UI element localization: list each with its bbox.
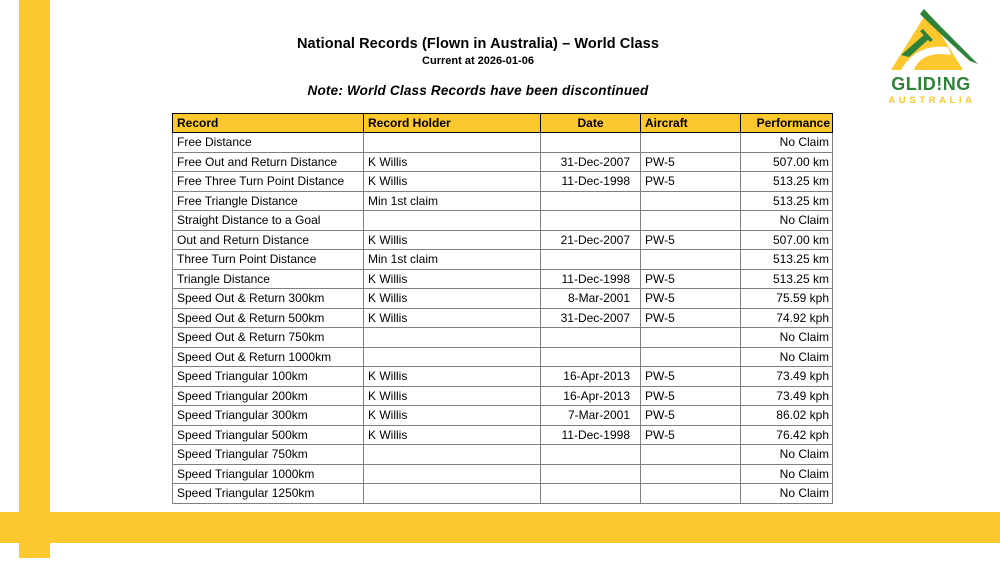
- column-header-holder: Record Holder: [364, 114, 541, 133]
- cell-performance: No Claim: [741, 347, 833, 367]
- cell-record: Speed Triangular 200km: [173, 386, 364, 406]
- table-row: [173, 289, 833, 309]
- page-subtitle: Current at 2026-01-06: [422, 55, 534, 67]
- cell-date: 11-Dec-1998: [541, 172, 641, 192]
- cell-performance: 76.42 kph: [741, 425, 833, 445]
- table-row: [173, 328, 833, 348]
- page-title: National Records (Flown in Australia) – World Class: [296, 36, 660, 52]
- cell-aircraft: PW-5: [641, 308, 741, 328]
- cell-date: 16-Apr-2013: [541, 367, 641, 387]
- glider-triangle-icon: [867, 6, 995, 74]
- cell-performance: No Claim: [741, 464, 833, 484]
- cell-date: [541, 250, 641, 270]
- cell-holder: [364, 133, 541, 153]
- table-row: [173, 406, 833, 426]
- cell-performance: No Claim: [741, 484, 833, 504]
- cell-record: Speed Out & Return 500km: [173, 308, 364, 328]
- cell-date: [541, 484, 641, 504]
- cell-holder: K Willis: [364, 269, 541, 289]
- cell-record: Speed Triangular 1000km: [173, 464, 364, 484]
- table-row: [173, 367, 833, 387]
- cell-performance: No Claim: [741, 445, 833, 465]
- column-header-performance: Performance: [741, 114, 833, 133]
- cell-performance: 74.92 kph: [741, 308, 833, 328]
- records-table: [172, 113, 833, 504]
- cell-date: [541, 191, 641, 211]
- cell-performance: 513.25 km: [741, 269, 833, 289]
- cell-holder: K Willis: [364, 406, 541, 426]
- records-table-body: [173, 133, 833, 504]
- table-row: [173, 250, 833, 270]
- records-table-container: [172, 113, 832, 504]
- cell-record: Speed Triangular 750km: [173, 445, 364, 465]
- cell-record: Speed Triangular 500km: [173, 425, 364, 445]
- cell-performance: 73.49 kph: [741, 386, 833, 406]
- cell-aircraft: PW-5: [641, 386, 741, 406]
- cell-aircraft: PW-5: [641, 425, 741, 445]
- cell-aircraft: [641, 445, 741, 465]
- cell-aircraft: PW-5: [641, 269, 741, 289]
- cell-performance: No Claim: [741, 328, 833, 348]
- cell-date: 16-Apr-2013: [541, 386, 641, 406]
- cell-holder: K Willis: [364, 386, 541, 406]
- cell-date: 11-Dec-1998: [541, 425, 641, 445]
- cell-record: Free Distance: [173, 133, 364, 153]
- table-row: [173, 386, 833, 406]
- table-row: [173, 133, 833, 153]
- cell-record: Speed Out & Return 750km: [173, 328, 364, 348]
- cell-holder: [364, 445, 541, 465]
- cell-holder: Min 1st claim: [364, 191, 541, 211]
- column-header-aircraft: Aircraft: [641, 114, 741, 133]
- table-row: [173, 172, 833, 192]
- cell-performance: 73.49 kph: [741, 367, 833, 387]
- cell-holder: [364, 347, 541, 367]
- cell-aircraft: [641, 464, 741, 484]
- cell-holder: [364, 328, 541, 348]
- cell-performance: 513.25 km: [741, 191, 833, 211]
- cell-aircraft: PW-5: [641, 172, 741, 192]
- cell-aircraft: PW-5: [641, 367, 741, 387]
- cell-aircraft: [641, 133, 741, 153]
- cell-date: [541, 464, 641, 484]
- gliding-australia-logo: [866, 6, 996, 106]
- cell-date: [541, 211, 641, 231]
- table-row: [173, 445, 833, 465]
- cell-performance: 507.00 km: [741, 152, 833, 172]
- page-heading: [128, 36, 828, 98]
- table-row: [173, 191, 833, 211]
- cell-record: Straight Distance to a Goal: [173, 211, 364, 231]
- cell-aircraft: [641, 347, 741, 367]
- cell-holder: Min 1st claim: [364, 250, 541, 270]
- cell-date: [541, 328, 641, 348]
- table-row: [173, 230, 833, 250]
- cell-aircraft: PW-5: [641, 289, 741, 309]
- cell-holder: [364, 464, 541, 484]
- cell-record: Speed Triangular 100km: [173, 367, 364, 387]
- cell-date: 31-Dec-2007: [541, 308, 641, 328]
- table-header-row: [173, 114, 833, 133]
- cell-holder: K Willis: [364, 152, 541, 172]
- left-accent-bar: [19, 0, 50, 558]
- cell-record: Free Three Turn Point Distance: [173, 172, 364, 192]
- discontinued-note: Note: World Class Records have been discontinued: [307, 83, 649, 98]
- cell-record: Speed Triangular 300km: [173, 406, 364, 426]
- bottom-accent-bar: [0, 512, 1000, 543]
- table-row: [173, 464, 833, 484]
- logo-word-gliding: GLID!NG: [891, 74, 971, 94]
- logo-word-australia: AUSTRALIA: [888, 95, 976, 106]
- cell-holder: [364, 484, 541, 504]
- cell-aircraft: PW-5: [641, 230, 741, 250]
- column-header-record: Record: [173, 114, 364, 133]
- cell-date: 8-Mar-2001: [541, 289, 641, 309]
- table-row: [173, 211, 833, 231]
- table-row: [173, 484, 833, 504]
- cell-aircraft: [641, 328, 741, 348]
- table-row: [173, 308, 833, 328]
- table-row: [173, 347, 833, 367]
- cell-holder: K Willis: [364, 172, 541, 192]
- cell-date: [541, 445, 641, 465]
- cell-performance: No Claim: [741, 133, 833, 153]
- cell-date: [541, 133, 641, 153]
- cell-performance: 507.00 km: [741, 230, 833, 250]
- table-row: [173, 425, 833, 445]
- table-row: [173, 152, 833, 172]
- cell-record: Speed Triangular 1250km: [173, 484, 364, 504]
- cell-aircraft: [641, 191, 741, 211]
- cell-performance: 75.59 kph: [741, 289, 833, 309]
- cell-performance: No Claim: [741, 211, 833, 231]
- cell-date: 31-Dec-2007: [541, 152, 641, 172]
- cell-record: Three Turn Point Distance: [173, 250, 364, 270]
- cell-holder: K Willis: [364, 367, 541, 387]
- cell-holder: K Willis: [364, 289, 541, 309]
- cell-record: Speed Out & Return 1000km: [173, 347, 364, 367]
- cell-aircraft: PW-5: [641, 406, 741, 426]
- column-header-date: Date: [541, 114, 641, 133]
- cell-aircraft: [641, 250, 741, 270]
- cell-date: 11-Dec-1998: [541, 269, 641, 289]
- cell-aircraft: [641, 484, 741, 504]
- cell-holder: K Willis: [364, 230, 541, 250]
- table-row: [173, 269, 833, 289]
- cell-date: [541, 347, 641, 367]
- cell-record: Out and Return Distance: [173, 230, 364, 250]
- cell-record: Free Triangle Distance: [173, 191, 364, 211]
- cell-holder: K Willis: [364, 308, 541, 328]
- cell-performance: 86.02 kph: [741, 406, 833, 426]
- cell-holder: K Willis: [364, 425, 541, 445]
- cell-date: 21-Dec-2007: [541, 230, 641, 250]
- cell-record: Triangle Distance: [173, 269, 364, 289]
- cell-performance: 513.25 km: [741, 172, 833, 192]
- cell-performance: 513.25 km: [741, 250, 833, 270]
- cell-record: Speed Out & Return 300km: [173, 289, 364, 309]
- cell-date: 7-Mar-2001: [541, 406, 641, 426]
- cell-aircraft: [641, 211, 741, 231]
- cell-holder: [364, 211, 541, 231]
- cell-aircraft: PW-5: [641, 152, 741, 172]
- cell-record: Free Out and Return Distance: [173, 152, 364, 172]
